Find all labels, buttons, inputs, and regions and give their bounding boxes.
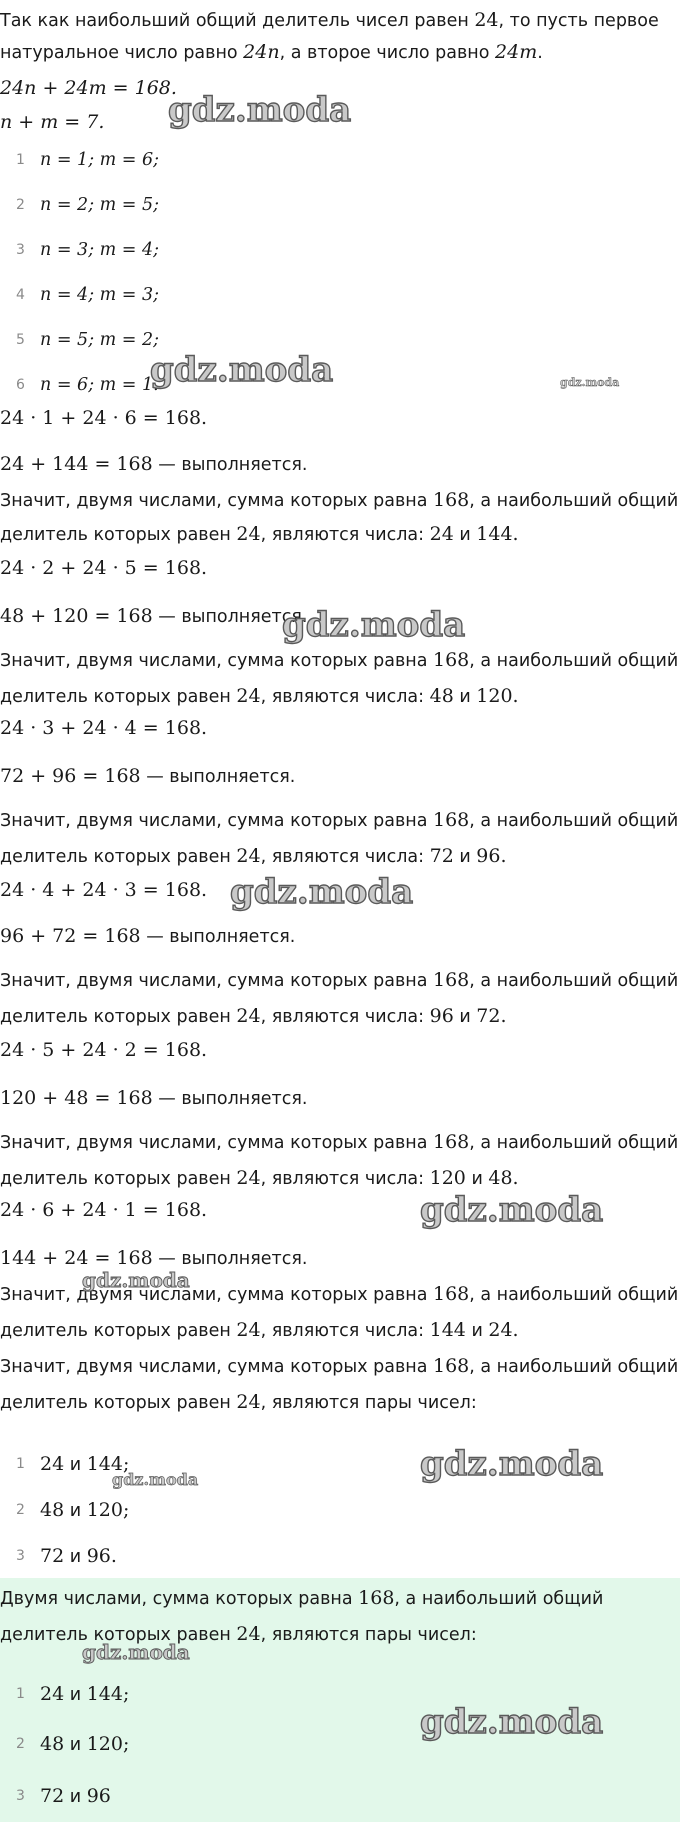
list-number: 5: [16, 332, 25, 348]
equation-nm: n + m = 7.: [0, 111, 105, 133]
case-conclusion-line-2: делитель которых равен 24, являются числа: 24 и 144.: [0, 523, 519, 545]
case-check: 48 + 120 = 168 — выполняется.: [0, 605, 308, 627]
case-expression: 24 · 3 + 24 · 4 = 168.: [0, 717, 208, 739]
list-item: n = 3; m = 4;: [40, 240, 160, 260]
case-check: 24 + 144 = 168 — выполняется.: [0, 453, 308, 475]
answer-line-1: Двумя числами, сумма которых равна 168, а наибольший общий: [0, 1587, 604, 1609]
case-check: 120 + 48 = 168 — выполняется.: [0, 1087, 308, 1109]
list-number: 4: [16, 287, 25, 303]
case-expression: 24 · 5 + 24 · 2 = 168.: [0, 1039, 208, 1061]
watermark: gdz.moda: [420, 1190, 604, 1230]
list-number: 1: [16, 1686, 25, 1702]
list-number: 3: [16, 242, 25, 258]
list-item: 72 и 96: [40, 1785, 111, 1807]
list-item: 24 и 144;: [40, 1683, 130, 1705]
watermark: gdz.moda: [230, 872, 414, 912]
list-item: n = 5; m = 2;: [40, 330, 160, 350]
conclusion-line-2: делитель которых равен 24, являются пары чисел:: [0, 1391, 477, 1413]
case-expression: 24 · 4 + 24 · 3 = 168.: [0, 879, 208, 901]
watermark: gdz.moda: [560, 376, 620, 389]
case-check: 96 + 72 = 168 — выполняется.: [0, 925, 296, 947]
case-check: 72 + 96 = 168 — выполняется.: [0, 765, 296, 787]
list-item: n = 6; m = 1.: [40, 375, 159, 395]
list-item: 48 и 120;: [40, 1499, 130, 1521]
case-expression: 24 · 2 + 24 · 5 = 168.: [0, 557, 208, 579]
equation-sum: 24n + 24m = 168.: [0, 77, 177, 99]
list-item: 24 и 144;: [40, 1453, 130, 1475]
case-conclusion-line-1: Значит, двумя числами, сумма которых равна 168, а наибольший общий: [0, 1131, 679, 1153]
list-number: 6: [16, 377, 25, 393]
case-conclusion-line-2: делитель которых равен 24, являются числа: 72 и 96.: [0, 845, 507, 867]
intro-line-2: натуральное число равно 24n, а второе число равно 24m.: [0, 41, 543, 63]
list-number: 1: [16, 1456, 25, 1472]
list-item: n = 4; m = 3;: [40, 285, 160, 305]
case-check: 144 + 24 = 168 — выполняется.: [0, 1247, 308, 1269]
case-conclusion-line-1: Значит, двумя числами, сумма которых равна 168, а наибольший общий: [0, 1283, 679, 1305]
case-conclusion-line-2: делитель которых равен 24, являются числа: 144 и 24.: [0, 1319, 519, 1341]
list-number: 2: [16, 1736, 25, 1752]
watermark: gdz.moda: [112, 1470, 199, 1489]
list-item: 48 и 120;: [40, 1733, 130, 1755]
watermark: gdz.moda: [150, 350, 334, 390]
case-conclusion-line-2: делитель которых равен 24, являются числа: 48 и 120.: [0, 685, 519, 707]
watermark: gdz.moda: [168, 90, 352, 130]
answer-line-2: делитель которых равен 24, являются пары чисел:: [0, 1623, 477, 1645]
list-item: n = 1; m = 6;: [40, 150, 160, 170]
list-number: 2: [16, 1502, 25, 1518]
case-conclusion-line-1: Значит, двумя числами, сумма которых равна 168, а наибольший общий: [0, 489, 679, 511]
case-conclusion-line-1: Значит, двумя числами, сумма которых равна 168, а наибольший общий: [0, 969, 679, 991]
list-item: n = 2; m = 5;: [40, 195, 160, 215]
watermark: gdz.moda: [282, 605, 466, 645]
answer-box: [0, 1578, 680, 1822]
list-number: 3: [16, 1548, 25, 1564]
case-conclusion-line-2: делитель которых равен 24, являются числа: 120 и 48.: [0, 1167, 519, 1189]
case-conclusion-line-1: Значит, двумя числами, сумма которых равна 168, а наибольший общий: [0, 649, 679, 671]
watermark: gdz.moda: [82, 1268, 190, 1292]
list-number: 1: [16, 152, 25, 168]
case-conclusion-line-1: Значит, двумя числами, сумма которых равна 168, а наибольший общий: [0, 809, 679, 831]
watermark: gdz.moda: [420, 1702, 604, 1742]
case-expression: 24 · 6 + 24 · 1 = 168.: [0, 1199, 208, 1221]
case-conclusion-line-2: делитель которых равен 24, являются числа: 96 и 72.: [0, 1005, 507, 1027]
list-number: 3: [16, 1788, 25, 1804]
watermark: gdz.moda: [82, 1640, 190, 1664]
list-item: 72 и 96.: [40, 1545, 117, 1567]
intro-line-1: Так как наибольший общий делитель чисел равен 24, то пусть первое: [0, 9, 659, 31]
conclusion-line-1: Значит, двумя числами, сумма которых равна 168, а наибольший общий: [0, 1355, 679, 1377]
watermark: gdz.moda: [420, 1444, 604, 1484]
list-number: 2: [16, 197, 25, 213]
case-expression: 24 · 1 + 24 · 6 = 168.: [0, 407, 208, 429]
